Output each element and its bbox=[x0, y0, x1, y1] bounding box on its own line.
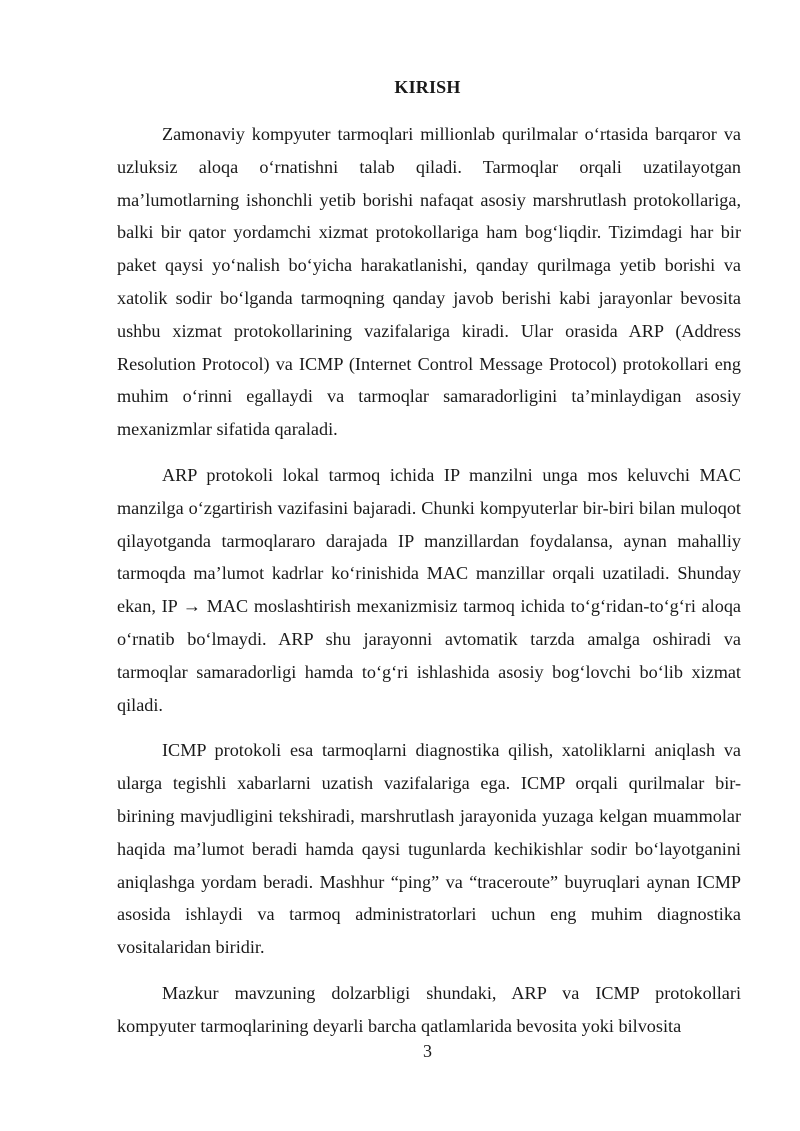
body-text bbox=[117, 118, 741, 1043]
section-heading: KIRISH bbox=[394, 77, 461, 97]
paragraph-icmp: ICMP protokoli esa tarmoqlarni diagnostika qilish, xatoliklarni aniqlash va ularga tegishli xabarlarni uzatish vazifalariga ega. ICMP orqali qurilmalar bir-birining mavjudligini tekshiradi, marshrutlash jarayonida yuzaga kelgan muammolar haqida ma’lumot beradi hamda qaysi tugunlarda kechikishlar sodir bo‘layotganini aniqlashga yordam beradi. Mashhur “ping” va “traceroute” buyruqlari aynan ICMP asosida ishlaydi va tarmoq administratorlari uchun eng muhim diagnostika vositalaridan biridir. bbox=[117, 740, 741, 958]
paragraph-arp: ARP protokoli lokal tarmoq ichida IP manzilni unga mos keluvchi MAC manzilga o‘zgartirish vazifasini bajaradi. Chunki kompyuterlar bir-biri bilan muloqot qilayotganda tarmoqlararo darajada IP manzillardan foydalansa, aynan mahalliy tarmoqda ma’lumot kadrlar ko‘rinishida MAC manzillar orqali uzatiladi. Shunday ekan, IP → MAC moslashtirish mexanizmisiz tarmoq ichida to‘g‘ridan-to‘g‘ri aloqa o‘rnatib bo‘lmaydi. ARP shu jarayonni avtomatik tarzda amalga oshiradi va tarmoqlar samaradorligi hamda to‘g‘ri ishlashida asosiy bog‘lovchi bo‘lib xizmat qiladi. bbox=[117, 464, 741, 715]
paragraph-intro: Zamonaviy kompyuter tarmoqlari millionlab qurilmalar o‘rtasida barqaror va uzluksiz aloqa o‘rnatishni talab qiladi. Tarmoqlar orqali uzatilayotgan ma’lumotlarning ishonchli yetib borishi nafaqat asosiy marshrutlash protokollariga, balki bir qator yordamchi xizmat protokollariga ham bog‘liqdir. Tizimdagi har bir paket qaysi yo‘nalish bo‘yicha harakatlanishi, qanday qurilmaga yetib borishi va xatolik sodir bo‘lganda tarmoqning qanday javob berishi kabi jarayonlar bevosita ushbu xizmat protokollarining vazifalariga kiradi. Ular orasida ARP (Address Resolution Protocol) va ICMP (Internet Control Message Protocol) protokollari eng muhim o‘rinni egallaydi va tarmoqlar samaradorligini ta’minlaydigan asosiy mexanizmlar sifatida qaraladi. bbox=[117, 124, 741, 440]
page-number: 3 bbox=[423, 1041, 432, 1061]
paragraph-relevance: Mazkur mavzuning dolzarbligi shundaki, ARP va ICMP protokollari kompyuter tarmoqlarining deyarli barcha qatlamlarida bevosita yoki bilvosita bbox=[117, 982, 741, 1036]
